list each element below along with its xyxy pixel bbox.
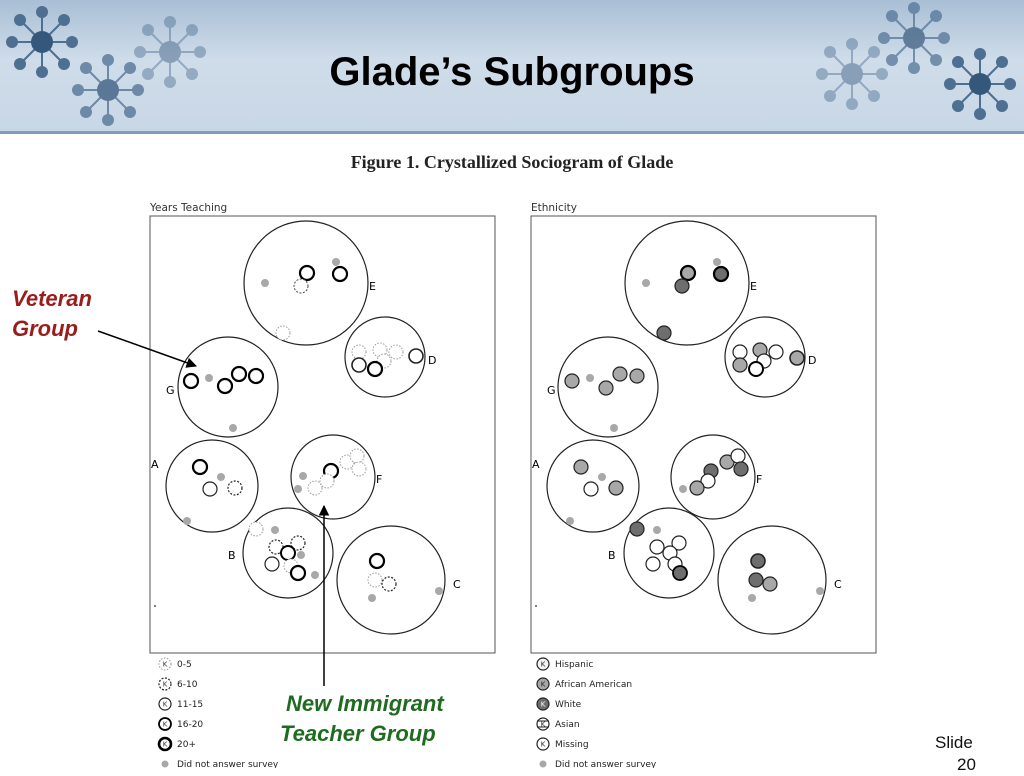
eth-group-e-members [642,258,728,340]
legend-swatch-eth-no-answer [540,761,547,768]
eth-group-label-e: E [750,280,757,293]
legend-label-african-american: African American [555,680,633,690]
legend-label-missing: Missing [555,740,589,750]
eth-group-label-c: C [834,578,842,591]
group-label-a: A [151,458,159,471]
veteran-line-2: Group [12,316,78,341]
legend-label-no-answer: Did not answer survey [177,760,279,768]
group-b-members [249,522,319,580]
years-teaching-panel [150,216,495,653]
eth-group-label-g: G [547,384,556,397]
eth-group-a-members [566,460,623,525]
legend-label-6-10: 6-10 [177,680,198,690]
group-label-c: C [453,578,461,591]
svg-text:K: K [540,680,546,689]
immigrant-line-2: Teacher Group [280,721,436,746]
legend-label-0-5: 0-5 [177,660,192,670]
eth-group-label-d: D [808,354,817,367]
slide-title: Glade’s Subgroups [329,50,695,94]
legend-label-16-20: 16-20 [177,720,204,730]
right-panel-label: Ethnicity [531,202,577,214]
legend-label-11-15: 11-15 [177,700,204,710]
eth-group-label-f: F [756,473,763,486]
eth-group-f-members [679,449,748,495]
left-panel-label: Years Teaching [150,202,228,214]
group-c-members [368,554,443,602]
group-g-members [184,367,263,432]
svg-text:K: K [540,720,546,729]
group-label-b: B [228,549,236,562]
slide-number [935,732,976,776]
group-a-members [183,460,242,525]
group-label-d: D [428,354,437,367]
figure-title: Figure 1. Crystallized Sociogram of Glade [350,152,674,172]
legend-label-20plus: 20+ [177,740,196,750]
group-label-g: G [166,384,175,397]
eth-group-c-members [748,554,824,602]
svg-text:K: K [540,660,546,669]
eth-group-label-a: A [532,458,540,471]
svg-text:K: K [162,660,168,669]
group-label-e: E [369,280,376,293]
group-f-members [294,449,366,495]
eth-group-d-members [733,343,804,376]
svg-text:K: K [162,740,168,749]
eth-group-g-members [565,367,644,432]
immigrant-group-annotation [280,689,444,749]
veteran-group-annotation [12,284,92,344]
legend-label-white: White [555,700,582,710]
immigrant-line-1: New Immigrant [286,691,444,716]
eth-group-label-b: B [608,549,616,562]
group-d-members [352,343,423,376]
veteran-line-1: Veteran [12,286,92,311]
svg-text:K: K [540,740,546,749]
slide-number-value: 20 [957,755,976,774]
legend-label-hispanic: Hispanic [555,660,594,670]
group-e-members [261,258,347,340]
legend-swatch-no-answer [162,761,169,768]
eth-group-b-members [630,522,687,580]
veteran-arrow [98,331,196,366]
slide-number-label: Slide [935,733,973,752]
years-legend [159,658,279,768]
svg-text:K: K [540,700,546,709]
svg-text:K: K [162,720,168,729]
legend-label-eth-no-answer: Did not answer survey [555,760,657,768]
ethnicity-legend [537,658,657,768]
svg-text:K: K [162,700,168,709]
svg-text:K: K [162,680,168,689]
group-label-f: F [376,473,383,486]
ethnicity-panel [531,216,876,653]
legend-label-asian: Asian [555,720,580,730]
